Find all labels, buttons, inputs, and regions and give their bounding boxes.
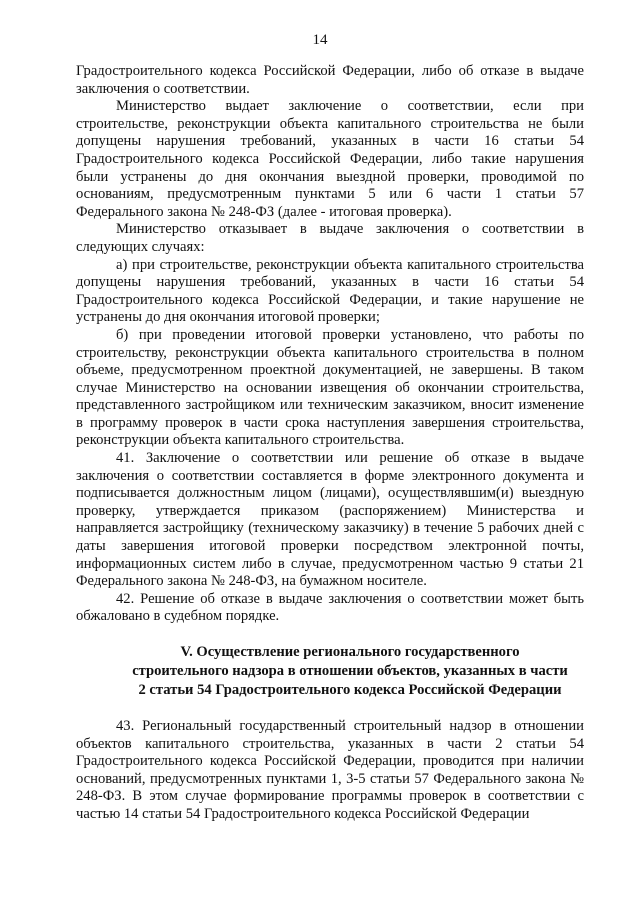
paragraph-41: 41. Заключение о соответствии или решение об отказе в выдаче заключения о соответствии составляется в форме электронного документа и подписывается должностным лицом (лицами), осуществлявшим(и) выездную проверку, утверждается приказом (распоряжением) Министерства и направляется застройщику (техническому заказчику) в течение 5 рабочих дней с даты завершения итоговой проверки посредством электронной почты, информационных систем либо в случае, предусмотренном частью 9 статьи 21 Федерального закона № 248-ФЗ, на бумажном носителе.	[76, 450, 584, 590]
page-number: 14	[312, 32, 328, 48]
section-heading-line: 2 статьи 54 Градостроительного кодекса Российской Федерации	[138, 682, 562, 698]
section-heading-line: V. Осуществление регионального государственного	[180, 644, 520, 660]
paragraph-42: 42. Решение об отказе в выдаче заключения о соответствии может быть обжаловано в судебном порядке.	[76, 590, 584, 625]
paragraph-continuation: Градостроительного кодекса Российской Федерации, либо об отказе в выдаче заключения о соответствии.	[76, 63, 584, 97]
paragraph-ministry-refuses: Министерство отказывает в выдаче заключения о соответствии в следующих случаях:	[76, 221, 584, 255]
document-body	[76, 63, 584, 824]
paragraph-43: 43. Региональный государственный строительный надзор в отношении объектов капитального строительства, указанных в части 2 статьи 54 Градостроительного кодекса Российской Федерации, проводится при наличии оснований, предусмотренных пунктами 1, 3-5 статьи 57 Федерального закона № 248-ФЗ. В этом случае формирование программы проверок в соответствии с частью 14 статьи 54 Градостроительного кодекса Российской Федерации	[76, 718, 584, 822]
paragraph-case-b: б) при проведении итоговой проверки установлено, что работы по строительству, реконструкции объекта капитального строительства в полном объеме, предусмотренном проектной документацией, не завершены. В таком случае Министерство на основании извещения об окончании строительства, представленного застройщиком или техническим заказчиком, вносит изменение в программу проверок в части срока наступления завершения строительства, реконструкции объекта капитального строительства.	[76, 326, 584, 449]
paragraph-case-a: а) при строительстве, реконструкции объекта капитального строительства допущены нарушения требований, указанных в части 16 статьи 54 Градостроительного кодекса Российской Федерации, и такие нарушение не устранены до дня окончания итоговой проверки;	[76, 256, 584, 326]
section-heading	[76, 643, 584, 700]
paragraph-ministry-issues: Министерство выдает заключение о соответствии, если при строительстве, реконструкции объекта капитального строительства не были допущены нарушения требований, указанных в части 16 статьи 54 Градостроительного кодекса Российской Федерации, либо такие нарушения были устранены до дня окончания выездной проверки, проводимой по основаниям, предусмотренным пунктами 5 или 6 части 1 статьи 57 Федерального закона № 248-ФЗ (далее - итоговая проверка).	[76, 98, 584, 220]
section-heading-line: строительного надзора в отношении объектов, указанных в части	[132, 663, 568, 679]
